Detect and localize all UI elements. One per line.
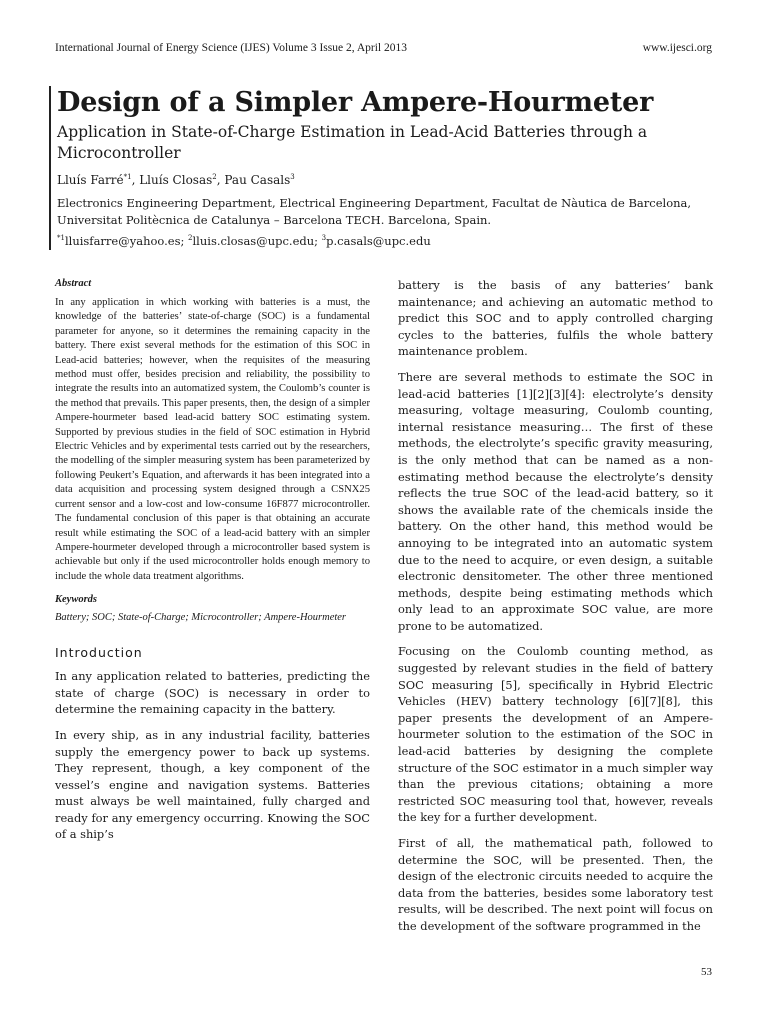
- abstract-text: In any application in which working with batteries is a must, the knowledge of the batteries’ state-of-charge (SOC) is a fundamental parameter for anyone, so it determines the remaining capacity in the battery. There exist several methods for the estimation of this SOC in Lead-acid batteries; however, when the requisites of the measuring method must offer, besides precision and reliability, the possibility to integrate the results into an automatized system, the Coulomb’s counter is the method that prevails. This paper presents, then, the design of a simpler Ampere-hourmeter based lead-acid battery SOC estimating system. Supported by previous studies in the field of SOC estimation in Hybrid Electric Vehicles and by experimental tests carried out by the researchers, the modelling of the simpler measuring system has been parameterized by following Peukert’s Equation, and afterwards it has been integrated into a data acquisition and processing system designed through a CSNX25 current sensor and a low-cost and low-consume 16F877 microcontroller. The fundamental conclusion of this paper is that obtaining an accurate result while estimating the SOC of a lead-acid battery with an simpler Ampere-hourmeter developed through a microcontroller based system is achievable but only if the used microcontroller holds enough memory to include the whole data treatment algorithms.: [55, 297, 370, 582]
- email-separator: ;: [180, 234, 189, 248]
- author-list: [57, 173, 725, 187]
- author-separator: ,: [131, 173, 140, 187]
- body-paragraph: First of all, the mathematical path, followed to determine the SOC, will be presented. Then, the design of the electronic circuits needed to acquire the data from the batteries, besides some laboratory test results, will be described. The next point will focus on the development of the software programmed in the: [398, 836, 713, 933]
- left-column: [55, 278, 370, 852]
- author-mark: 2: [212, 173, 217, 181]
- right-column: [398, 277, 713, 944]
- title-block: [49, 86, 725, 250]
- email-mark: 3: [321, 234, 327, 243]
- author-name: Lluís Farré: [57, 173, 124, 187]
- author-name: Pau Casals: [224, 173, 291, 187]
- email-link[interactable]: lluis.closas@upc.edu: [192, 234, 315, 248]
- introduction-heading: Introduction: [55, 645, 143, 661]
- author-mark: 3: [290, 173, 295, 181]
- paper-subtitle: Application in State-of-Charge Estimation in Lead-Acid Batteries through a Microcontroller: [57, 123, 648, 162]
- affiliation-line: Universitat Politècnica de Catalunya – Barcelona TECH. Barcelona, Spain.: [57, 213, 492, 227]
- email-link[interactable]: lluisfarre@yahoo.es: [64, 234, 181, 248]
- email-mark: 2: [188, 234, 193, 243]
- author-mark: *1: [123, 173, 132, 181]
- journal-website[interactable]: www.ijesci.org: [642, 42, 712, 54]
- affiliation-line: Electronics Engineering Department, Electrical Engineering Department, Facultat de Nàutica de Barcelona,: [57, 196, 692, 210]
- email-separator: ;: [314, 234, 322, 248]
- author-name: Lluís Closas: [139, 173, 213, 187]
- email-link[interactable]: p.casals@upc.edu: [326, 234, 431, 248]
- paper-title: Design of a Simpler Ampere-Hourmeter: [57, 87, 654, 118]
- running-header: [55, 42, 712, 54]
- page-number: 53: [701, 966, 712, 978]
- body-paragraph: In every ship, as in any industrial facility, batteries supply the emergency power to back up systems. They represent, though, a key component of the vessel’s engine and navigation systems. Batteries must always be well maintained, fully charged and ready for any emergency occurring. Knowing the SOC of a ship’s: [55, 727, 370, 842]
- journal-citation: International Journal of Energy Science (IJES) Volume 3 Issue 2, April 2013: [55, 42, 407, 54]
- affiliation: [57, 195, 725, 229]
- body-paragraph: battery is the basis of any batteries’ bank maintenance; and achieving an automatic method to predict this SOC and to apply controlled charging cycles to the batteries, fulfils the whole battery maintenance problem.: [398, 278, 713, 359]
- keywords-text: Battery; SOC; State-of-Charge; Microcontroller; Ampere-Hourmeter: [55, 612, 347, 624]
- body-paragraph: In any application related to batteries, predicting the state of charge (SOC) is necessary in order to determine the remaining capacity in the battery.: [55, 669, 370, 717]
- keywords-heading: Keywords: [55, 594, 97, 606]
- body-paragraph: Focusing on the Coulomb counting method, as suggested by relevant studies in the field of battery SOC measuring [5], specifically in Hybrid Electric Vehicles (HEV) battery technology [6][7][8], this paper presents the development of an Ampere-hourmeter solution to the estimation of the SOC in lead-acid batteries by designing the complete structure of the SOC estimator in a much simpler way than the previous citations; obtaining a more restricted SOC measuring tool that, however, reveals the key for a further development.: [398, 644, 713, 825]
- author-emails: [57, 233, 725, 250]
- author-separator: ,: [216, 173, 225, 187]
- abstract-heading: Abstract: [55, 278, 92, 289]
- email-mark: *1: [57, 234, 65, 243]
- body-paragraph: There are several methods to estimate the SOC in lead-acid batteries [1][2][3][4]: electrolyte’s density measuring, voltage measuring, Coulomb counting, internal resistance measuring… The first of these methods, the electrolyte’s specific gravity measuring, is the only method that can be named as a non-estimating method because the electrolyte’s density reflects the true SOC of the lead-acid battery, so it shows the available rate of the chemicals inside the battery. On the other hand, this method would be annoying to be integrated into an automatic system due to the need to acquire, or even design, a suitable electronic densitometer. The other three mentioned methods, despite being estimating methods which only lead to an approximate SOC value, are more prone to be automatized.: [398, 369, 713, 633]
